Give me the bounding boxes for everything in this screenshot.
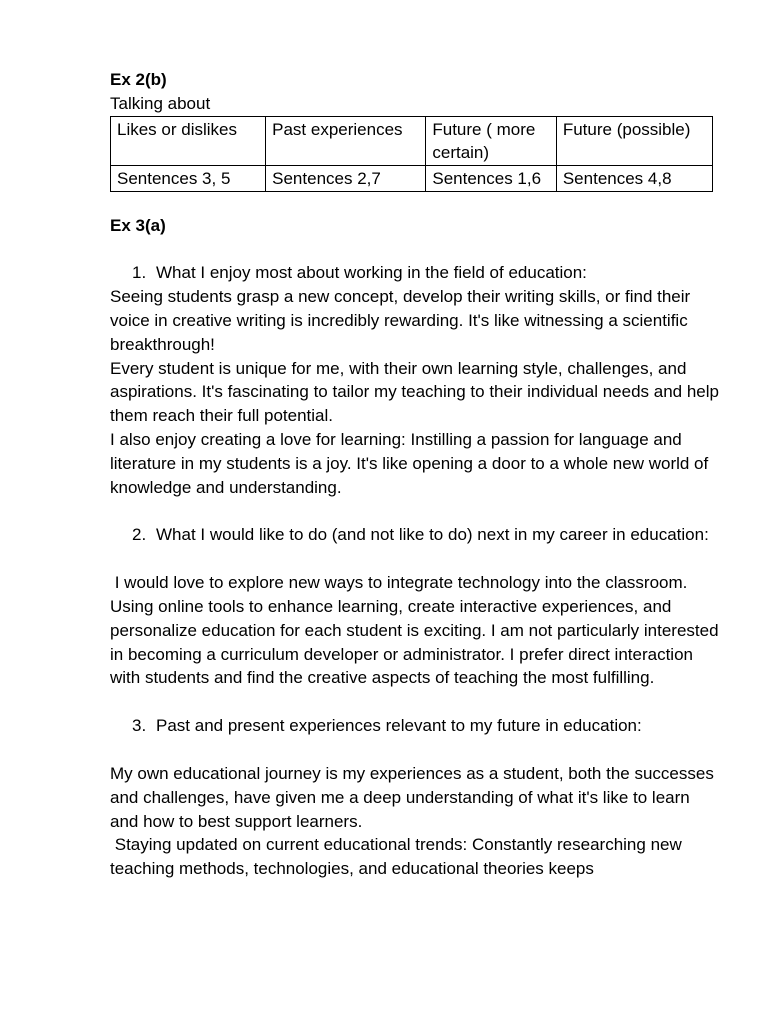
table-header-cell: Likes or dislikes <box>111 116 266 165</box>
table-cell: Sentences 2,7 <box>266 165 426 191</box>
q1-paragraph: I also enjoy creating a love for learning: Instilling a passion for language and literature in my students is a joy. It's like opening a door to a whole new world of knowledge and understanding. <box>110 429 709 497</box>
q3-paragraph: My own educational journey is my experiences as a student, both the successes and challenges, have given me a deep understanding of what it's like to learn and how to best support learners. <box>110 763 714 831</box>
ex2b-table <box>110 116 713 192</box>
list-number: 1. <box>132 263 147 283</box>
q1-paragraph: Seeing students grasp a new concept, develop their writing skills, or find their voice in creative writing is incredibly rewarding. It's like witnessing a scientific breakthrough! <box>110 287 691 354</box>
table-row <box>111 165 713 191</box>
table-cell: Sentences 1,6 <box>426 165 556 191</box>
table-header-cell: Future ( more certain) <box>426 116 556 165</box>
list-number: 3. <box>132 716 147 736</box>
q1-paragraph: Every student is unique for me, with their own learning style, challenges, and aspirations. It's fascinating to tailor my teaching to their individual needs and help them reach their full potential. <box>110 358 719 426</box>
table-cell: Sentences 4,8 <box>556 165 712 191</box>
ex2b-heading: Ex 2(b) <box>110 70 167 89</box>
document-content <box>110 68 724 881</box>
list-number: 2. <box>132 525 147 545</box>
table-header-cell: Past experiences <box>266 116 426 165</box>
q2-paragraph: I would love to explore new ways to integrate technology into the classroom. Using online tools to enhance learning, create interactive experiences, and personalize education for each student is exciting. I am not particularly interested in becoming a curriculum developer or administrator. I prefer direct interaction with students and find the creative aspects of teaching the most fulfilling. <box>110 573 724 688</box>
list-item-q2 <box>110 523 720 547</box>
list-item-q3 <box>110 714 720 738</box>
table-header-cell: Future (possible) <box>556 116 712 165</box>
ex2b-subheading: Talking about <box>110 93 211 113</box>
list-item-q1 <box>110 261 720 285</box>
table-header-row <box>111 116 713 165</box>
list-item-text: What I enjoy most about working in the field of education: <box>156 263 587 283</box>
list-item-text: What I would like to do (and not like to do) next in my career in education: <box>156 525 709 545</box>
q3-paragraph: Staying updated on current educational trends: Constantly researching new teaching methods, technologies, and educational theories keeps <box>110 835 687 879</box>
ex3a-heading: Ex 3(a) <box>110 215 166 235</box>
table-cell: Sentences 3, 5 <box>111 165 266 191</box>
list-item-text: Past and present experiences relevant to my future in education: <box>156 716 642 736</box>
